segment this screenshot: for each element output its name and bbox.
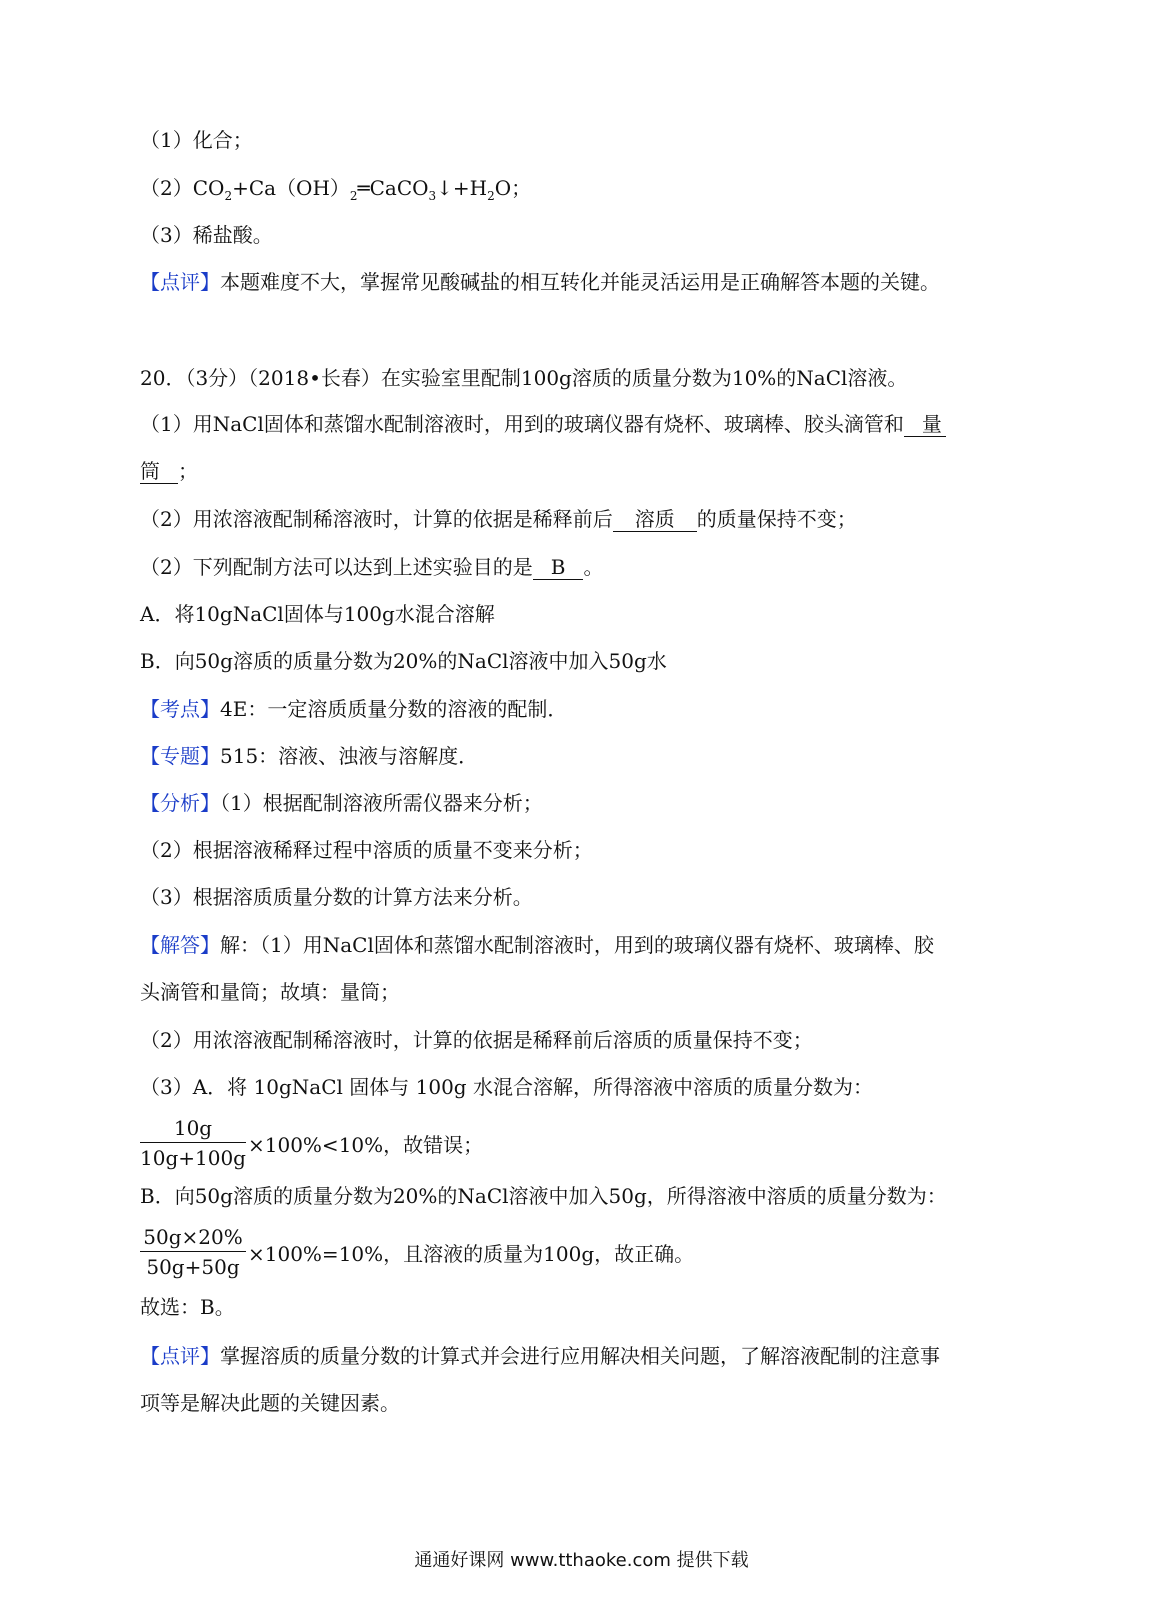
comment-tag: 【点评】 <box>140 270 220 294</box>
question-part-2: （2）用浓溶液配制稀溶液时，计算的依据是稀释前后 溶质 的质量保持不变； <box>140 507 857 531</box>
jieda-3: （2）用浓溶液配制稀溶液时，计算的依据是稀释前后溶质的质量保持不变； <box>140 1028 813 1052</box>
page-footer: 通通好课网 www.tthaoke.com 提供下载 <box>414 1550 749 1571</box>
fenxi-3: （3）根据溶质质量分数的计算方法来分析。 <box>140 885 533 909</box>
fenxi-2: （2）根据溶液稀释过程中溶质的质量不变来分析； <box>140 838 593 862</box>
option-b: B．向50g溶质的质量分数为20%的NaCl溶液中加入50g水 <box>140 649 667 673</box>
fenxi-1: 【分析】（1）根据配制溶液所需仪器来分析； <box>140 791 543 815</box>
zhuanti: 【专题】515：溶液、浊液与溶解度． <box>140 744 479 768</box>
jieda-2: 头滴管和量筒；故填：量筒； <box>140 980 400 1004</box>
comment-prev: 【点评】本题难度不大，掌握常见酸碱盐的相互转化并能灵活运用是正确解答本题的关键。 <box>140 270 940 294</box>
fraction-2-numerator: 50g×20% <box>143 1225 243 1249</box>
fraction-2-rest: ×100%=10%，且溶液的质量为100g，故正确。 <box>248 1242 695 1266</box>
jieda-4: （3）A．将 10gNaCl 固体与 100g 水混合溶解，所得溶液中溶质的质量分数为： <box>140 1075 873 1099</box>
jieda-1: 【解答】解：（1）用NaCl固体和蒸馏水配制溶液时，用到的玻璃仪器有烧杯、玻璃棒、胶 <box>140 933 934 957</box>
choose-line: 故选：B。 <box>140 1295 235 1319</box>
dianping-2: 项等是解决此题的关键因素。 <box>140 1391 400 1415</box>
jieda-5: B．向50g溶质的质量分数为20%的NaCl溶液中加入50g，所得溶液中溶质的质量分数为： <box>140 1184 947 1208</box>
fraction-1-bar <box>140 1142 246 1143</box>
fraction-2-denominator: 50g+50g <box>146 1255 240 1279</box>
dianping-1: 【点评】掌握溶质的质量分数的计算式并会进行应用解决相关问题，了解溶液配制的注意事 <box>140 1344 940 1368</box>
fraction-1-denominator: 10g+100g <box>140 1146 246 1170</box>
kaodian: 【考点】4E：一定溶质质量分数的溶液的配制． <box>140 697 568 721</box>
question-part-1-cont: 筒 ； <box>140 459 198 483</box>
answer-blank-3: B <box>533 555 584 580</box>
fraction-1-numerator: 10g <box>173 1116 213 1140</box>
answer-blank-2: 溶质 <box>613 507 697 532</box>
question-title: 20．（3分）（2018•长春）在实验室里配制100g溶质的质量分数为10%的NaCl溶液。 <box>140 366 908 390</box>
answer-line-1: （1）化合； <box>140 128 253 152</box>
fraction-1-rest: ×100%<10%，故错误； <box>248 1133 484 1157</box>
option-a: A．将10gNaCl固体与100g水混合溶解 <box>140 602 495 626</box>
question-part-3: （2）下列配制方法可以达到上述实验目的是 B 。 <box>140 555 604 579</box>
fraction-2-bar <box>140 1251 246 1252</box>
answer-line-2: $(2)CO_2+Ca(OH)_2═CaCO_3↓+H_2O$； <box>140 176 532 203</box>
question-part-1: （1）用NaCl固体和蒸馏水配制溶液时，用到的玻璃仪器有烧杯、玻璃棒、胶头滴管和 量 <box>140 410 946 438</box>
answer-blank-1b: 筒 <box>140 459 178 484</box>
answer-line-3: （3）稀盐酸。 <box>140 223 273 247</box>
answer-blank-1a: 量 <box>904 412 946 437</box>
